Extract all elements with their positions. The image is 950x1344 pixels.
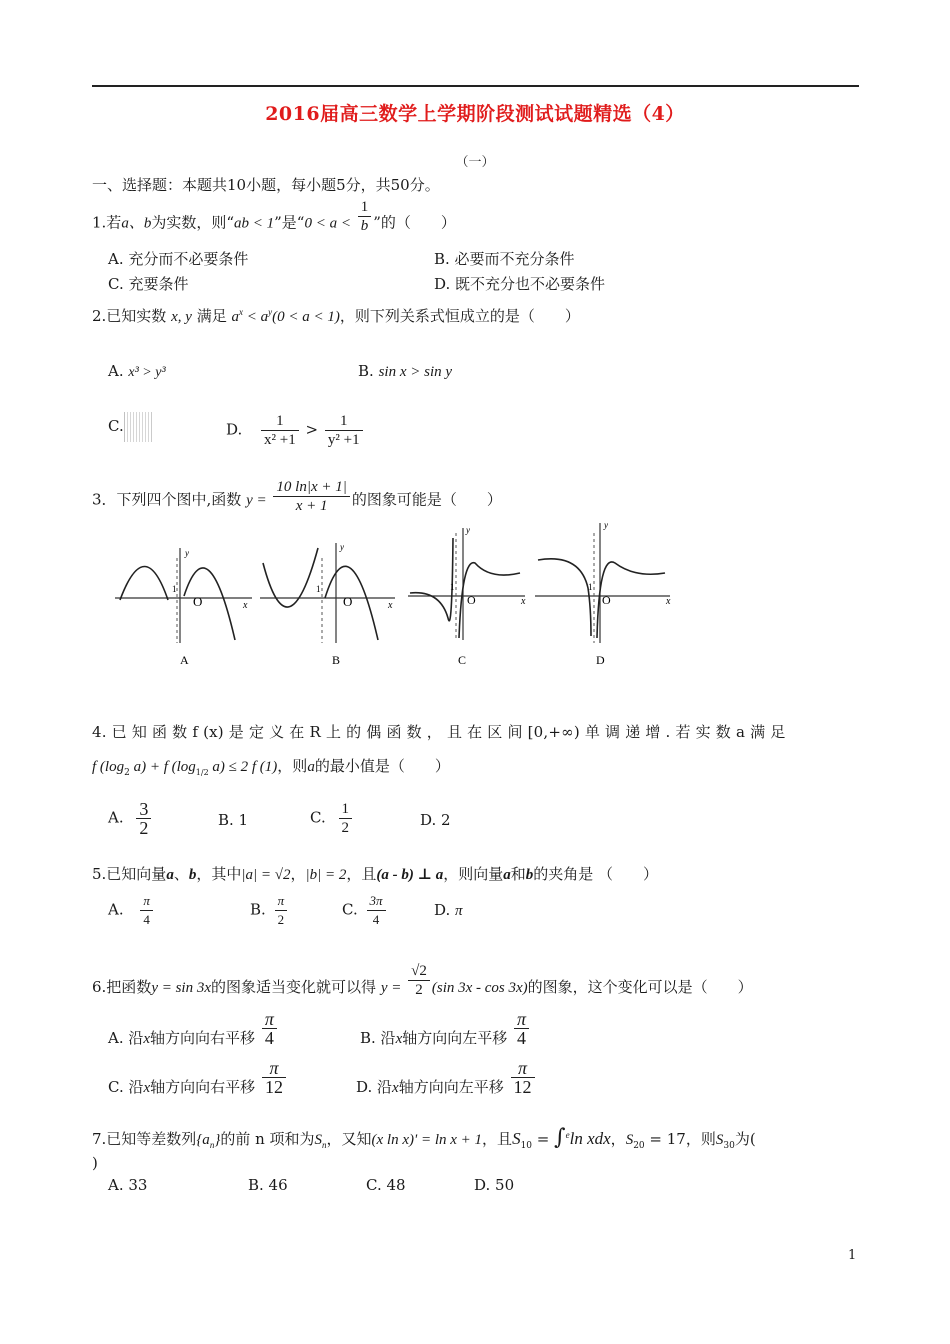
graph-a[interactable] (115, 548, 252, 667)
graph-b[interactable] (260, 542, 395, 667)
q6-fraction: $\frac{√2}{2}$ (408, 962, 430, 999)
graph-b-origin: O (343, 594, 353, 609)
q5-option-a[interactable]: A. $\frac{\pi}{4}$ (108, 892, 155, 929)
graph-c-label: C (458, 653, 467, 667)
graph-a-x: x (243, 600, 248, 611)
part-label: （一） (455, 155, 495, 170)
q5-option-b[interactable]: B. $\frac{\pi}{2}$ (250, 892, 289, 929)
q4-option-d[interactable]: D. 2 (420, 811, 451, 829)
q1-option-c[interactable]: C. 充要条件 (108, 275, 189, 293)
question-7-line-2: ) (92, 1154, 98, 1172)
q4-a-frac: $\frac{3}{2}$ (136, 800, 151, 837)
q5-option-c[interactable]: C. $\frac{3\pi}{4}$ (342, 892, 388, 929)
question-1-stem: 1.若a、b为实数，则“ab < 1”是“0 < a < $\frac{1}{b}$ ”的（ ） (92, 199, 456, 234)
q2-d-frac2: $\frac{1}{\text{y² +1}}$ (325, 412, 363, 449)
q2-option-d[interactable]: D. $\frac{1}{\text{x² +1}}$ > $\frac{1}{\text{y² +1}}$ (226, 412, 365, 449)
q6-a-frac: $\frac{\pi}{4}$ (262, 1010, 277, 1047)
q7-option-b[interactable]: B. 46 (248, 1176, 288, 1194)
q6-b-frac: $\frac{\pi}{4}$ (514, 1010, 529, 1047)
q2-option-c[interactable]: C. (108, 412, 152, 442)
question-2-stem: 2.已知实数 x, y 满足 $a^x < a^y(0 < a < 1)$，则下列关系式恒成立的是（ ） (92, 307, 580, 325)
graph-d-origin: O (602, 593, 611, 607)
q1-option-d[interactable]: D. 既不充分也不必要条件 (434, 275, 606, 293)
q1-fraction: $\frac{1}{b}$ (358, 198, 372, 235)
graph-c-x: x (521, 596, 526, 607)
question-6-stem: 6.把函数y = sin 3x的图象适当变化就可以得 y = $\frac{√2}{2}$ (sin 3x - cos 3x)的图象，这个变化可以是（ ） (92, 962, 753, 998)
question-7-stem: 7.已知等差数列$\{a_n\}$的前 n 项和为$S_n$，又知(x ln x)' = ln x + 1，且$S_{10} = \int^e\ln$ xdx，$S_{20} = 17$，则$S_{30}$为( (92, 1125, 756, 1151)
q7-option-a[interactable]: A. 33 (108, 1176, 148, 1194)
graph-d-tick: 1 (588, 582, 593, 592)
q7-option-c[interactable]: C. 48 (366, 1176, 406, 1194)
q1-option-a[interactable]: A. 充分而不必要条件 (108, 250, 249, 268)
q7-option-d[interactable]: D. 50 (474, 1176, 515, 1194)
graph-a-origin: O (193, 594, 203, 609)
page-title: 2016届高三数学上学期阶段测试试题精选（4） (265, 103, 685, 125)
q5-c-frac: $\frac{3\pi}{4}$ (367, 892, 386, 929)
question-5-stem: 5.已知向量a、b，其中|a| = √2，|b| = 2，且(a - b) ⊥ a，则向量a和b的夹角是 （ ） (92, 865, 659, 883)
q3-fraction: $\frac{10 \ln|x + 1|}{x + 1}$ (273, 478, 349, 515)
graph-d-x: x (666, 596, 671, 607)
section-heading: 一、选择题：本题共10小题，每小题5分，共50分。 (92, 176, 440, 194)
graph-d[interactable] (535, 520, 671, 667)
question-4-line-1: 4. 已 知 函 数 f (x) 是 定 义 在 R 上 的 偶 函 数 ， 且 在 区 间 [0,+∞) 单 调 递 增 . 若 实 数 a 满 足 (92, 723, 786, 741)
graph-b-x: x (388, 600, 393, 611)
graph-b-label: B (332, 653, 341, 667)
graph-b-y: y (340, 542, 344, 552)
graph-a-tick: 1 (172, 584, 177, 594)
q6-option-a[interactable]: A. 沿x轴方向向右平移 $\frac{\pi}{4}$ (108, 1028, 279, 1049)
graph-c-y: y (466, 525, 470, 535)
graph-c-origin: O (467, 593, 476, 607)
q6-d-frac: $\frac{\pi}{12}$ (511, 1059, 535, 1096)
graph-c-tick: 1 (450, 582, 455, 592)
graph-d-y: y (604, 520, 608, 530)
q4-option-a[interactable]: A. $\frac{3}{2}$ (108, 800, 153, 837)
q2-option-a[interactable]: A. x³ > y³ (108, 362, 166, 380)
q3-graphs (110, 518, 680, 670)
question-3-stem: 3．下列四个图中,函数 y = $\frac{10 \ln|x + 1|}{x + 1}$ 的图象可能是（ ） (92, 479, 502, 514)
graph-d-label: D (596, 653, 605, 667)
graph-c[interactable] (408, 525, 526, 667)
q2-d-frac1: $\frac{1}{\text{x² +1}}$ (261, 412, 299, 449)
page-number: 1 (848, 1248, 857, 1263)
q4-option-b[interactable]: B. 1 (218, 811, 249, 829)
q2-option-c-image (124, 412, 152, 442)
q5-option-d[interactable]: D. π (434, 901, 463, 919)
q4-option-c[interactable]: C. $\frac{1}{2}$ (310, 800, 354, 837)
q1-option-b[interactable]: B. 必要而不充分条件 (434, 250, 575, 268)
q2-option-b[interactable]: B. sin x > sin y (358, 362, 453, 380)
q4-c-frac: $\frac{1}{2}$ (339, 800, 353, 837)
graph-b-tick: 1 (316, 584, 321, 594)
q5-b-frac: $\frac{\pi}{2}$ (275, 892, 288, 929)
q6-option-d[interactable]: D. 沿x轴方向向左平移 $\frac{\pi}{12}$ (356, 1077, 537, 1098)
header-rule (92, 85, 859, 87)
graph-a-label: A (180, 653, 189, 667)
q6-option-c[interactable]: C. 沿x轴方向向右平移 $\frac{\pi}{12}$ (108, 1077, 288, 1098)
question-4-line-2: f ($\log_2$ a) + f ($\log_{1/2}$ a) ≤ 2 f (1)，则a的最小值是（ ） (92, 757, 450, 778)
q6-c-frac: $\frac{\pi}{12}$ (262, 1059, 286, 1096)
graph-a-y: y (185, 548, 189, 558)
q5-a-frac: $\frac{\pi}{4}$ (140, 892, 153, 929)
q6-option-b[interactable]: B. 沿x轴方向向左平移 $\frac{\pi}{4}$ (360, 1028, 531, 1049)
